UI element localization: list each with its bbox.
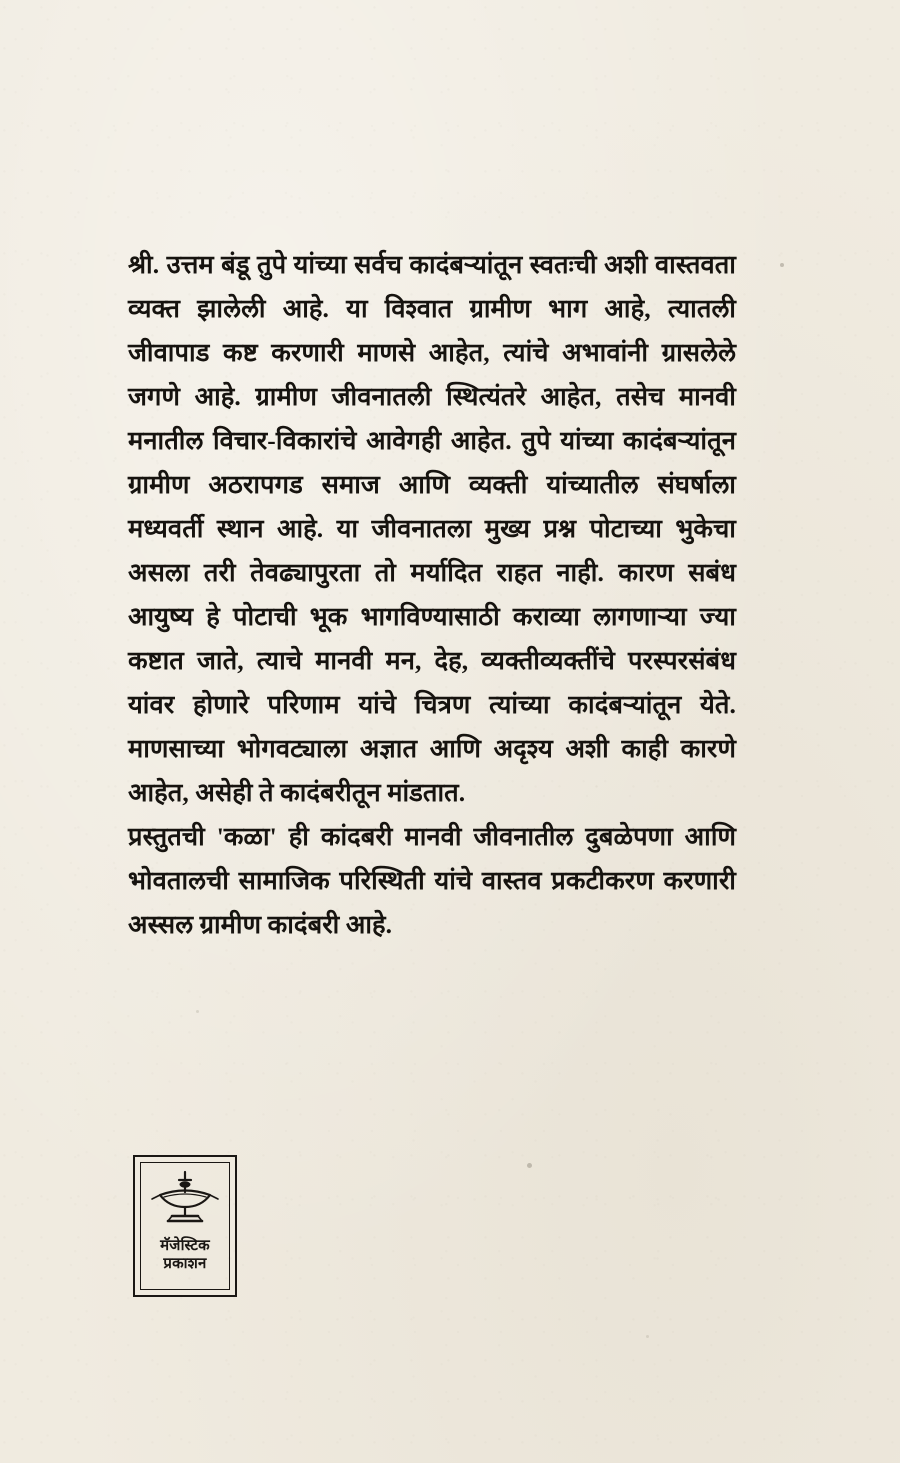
blurb-paragraph-1: श्री. उत्तम बंडू तुपे यांच्या सर्वच कादंबऱ्यांतून स्वतःची अशी वास्तवता व्यक्त झालेली आहे. या विश्वात ग्रामीण भाग आहे, त्यातली जीवापाड कष्ट करणारी माणसे आहेत, त्यांचे अभावांनी ग्रासलेले जगणे आहे. ग्रामीण जीवनातली स्थित्यंतरे आहेत, तसेच मानवी मनातील विचार-विकारांचे आवेगही आहेत. तुपे यांच्या कादंबऱ्यांतून ग्रामीण अठरापगड समाज आणि व्यक्ती यांच्यातील संघर्षाला मध्यवर्ती स्थान आहे. या जीवनातला मुख्य प्रश्न पोटाच्या भुकेचा असला तरी तेवढ्यापुरता तो मर्यादित राहत नाही. कारण सबंध आयुष्य हे पोटाची भूक भागविण्यासाठी कराव्या लागणाऱ्या ज्या कष्टात जाते, त्याचे मानवी मन, देह, व्यक्तीव्यक्तींचे परस्परसंबंध यांवर होणारे परिणाम यांचे चित्रण त्यांच्या कादंबऱ्यांतून येते. माणसाच्या भोगवट्याला अज्ञात आणि अदृश्य अशी काही कारणे आहेत, असेही ते कादंबरीतून मांडतात. <box>128 250 736 807</box>
paper-speck <box>780 263 784 267</box>
paper-speck <box>196 1010 199 1013</box>
publisher-name-line-2: प्रकाशन <box>163 1256 207 1272</box>
blurb-paragraph-2: प्रस्तुतची 'कळा' ही कांदबरी मानवी जीवनातील दुबळेपणा आणि भोवतालची सामाजिक परिस्थिती यांचे वास्तव प्रकटीकरण करणारी अस्सल ग्रामीण कादंबरी आहे. <box>128 822 736 939</box>
oil-lamp-icon <box>146 1169 224 1235</box>
publisher-logo-inner-frame <box>140 1162 230 1290</box>
paper-speck <box>527 1163 532 1168</box>
paper-speck <box>646 1335 649 1338</box>
publisher-logo <box>133 1155 237 1297</box>
publisher-name-line-1: मॅजेस्टिक <box>160 1238 210 1254</box>
blurb-text-block <box>128 243 736 947</box>
